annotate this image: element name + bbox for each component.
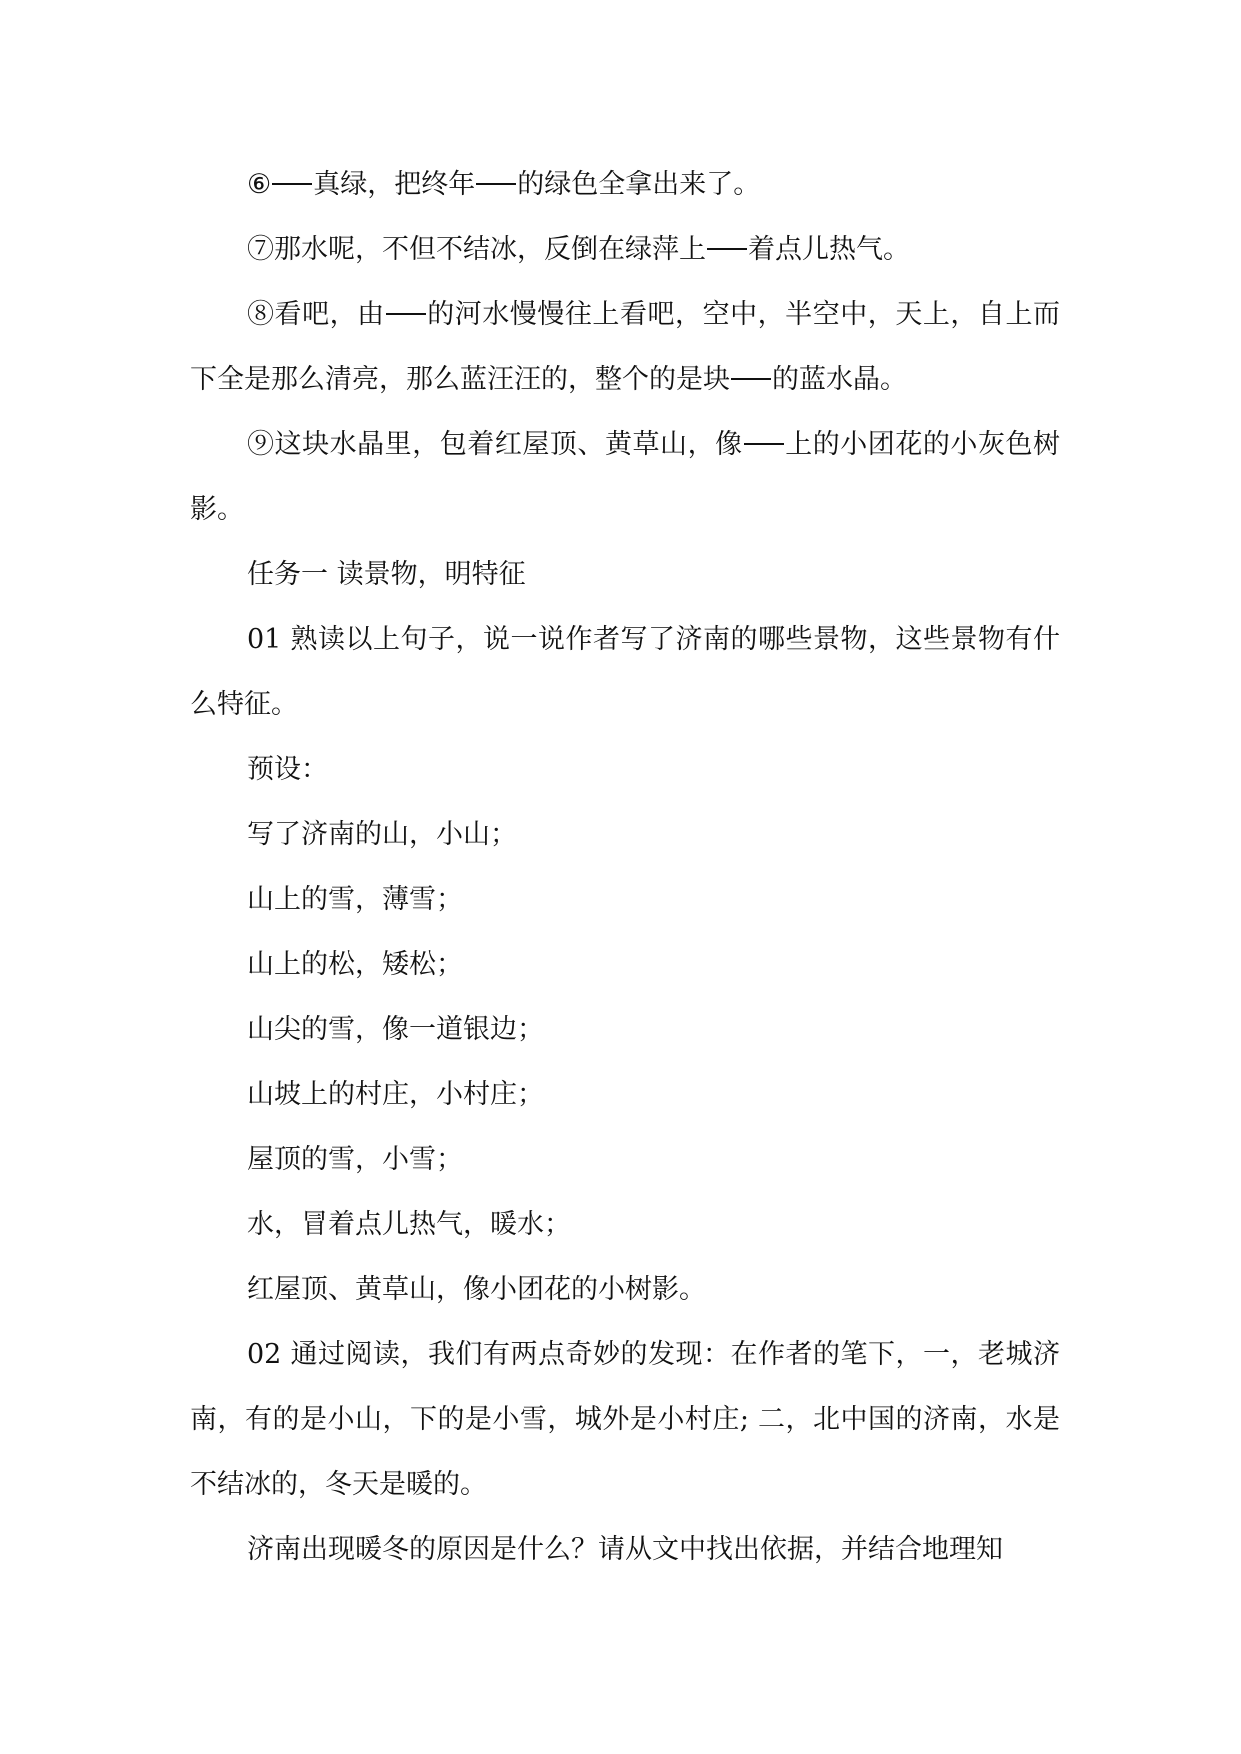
paragraph-text: 山上的松，矮松； [247,949,463,980]
paragraph-text: ⑦那水呢，不但不结冰，反倒在绿萍上 [247,234,706,265]
paragraph-text: 的绿色全拿出来了。 [517,169,761,200]
paragraph-text: 真绿，把终年 [313,169,476,200]
fill-in-blank [731,356,771,380]
paragraph-text: 01 熟读以上句子，说一说作者写了济南的哪些景物，这些景物有什么特征。 [190,624,1060,720]
paragraph-text: 山上的雪，薄雪； [247,884,463,915]
paragraph [190,932,1060,997]
paragraph [190,282,1060,412]
paragraph-text: 预设： [247,754,328,785]
fill-in-blank [272,161,312,185]
paragraph [190,1322,1060,1517]
fill-in-blank [476,161,516,185]
paragraph-text: 屋顶的雪，小雪； [247,1144,463,1175]
paragraph [190,607,1060,737]
fill-in-blank [707,226,747,250]
fill-in-blank [744,421,784,445]
document-body [190,152,1060,1582]
paragraph [190,152,1060,217]
paragraph [190,1062,1060,1127]
paragraph-text: 济南出现暖冬的原因是什么？请从文中找出依据，并结合地理知 [247,1534,1003,1565]
paragraph-text: 写了济南的山，小山； [247,819,517,850]
paragraph [190,1127,1060,1192]
paragraph [190,217,1060,282]
fill-in-blank [386,291,426,315]
paragraph-text: 的蓝水晶。 [772,364,907,395]
paragraph [190,737,1060,802]
paragraph-text: 山尖的雪，像一道银边； [247,1014,544,1045]
paragraph [190,1257,1060,1322]
paragraph-text: 水，冒着点儿热气，暖水； [247,1209,571,1240]
paragraph [190,412,1060,542]
paragraph [190,867,1060,932]
paragraph-text: 上的小团花的小灰色树影。 [190,429,1061,525]
paragraph [190,542,1060,607]
paragraph [190,1192,1060,1257]
paragraph [190,997,1060,1062]
paragraph-text: 山坡上的村庄，小村庄； [247,1079,544,1110]
paragraph-text: ⑥ [247,169,272,200]
paragraph-text: 着点儿热气。 [748,234,910,265]
paragraph-text: 的河水慢慢往上看吧，空中，半空中，天上，自上而下全是那么清亮，那么蓝汪汪的，整个的是块 [190,299,1061,395]
paragraph [190,802,1060,867]
paragraph-text: 02 通过阅读，我们有两点奇妙的发现：在作者的笔下，一，老城济南，有的是小山，下的是小雪，城外是小村庄; 二，北中国的济南，水是不结冰的，冬天是暖的。 [190,1339,1060,1500]
paragraph-text: 任务一 读景物，明特征 [247,559,526,590]
paragraph-text: ⑨这块水晶里，包着红屋顶、黄草山，像 [247,429,743,460]
paragraph-text: ⑧看吧，由 [247,299,385,330]
paragraph-text: 红屋顶、黄草山，像小团花的小树影。 [247,1274,706,1305]
paragraph [190,1517,1060,1582]
